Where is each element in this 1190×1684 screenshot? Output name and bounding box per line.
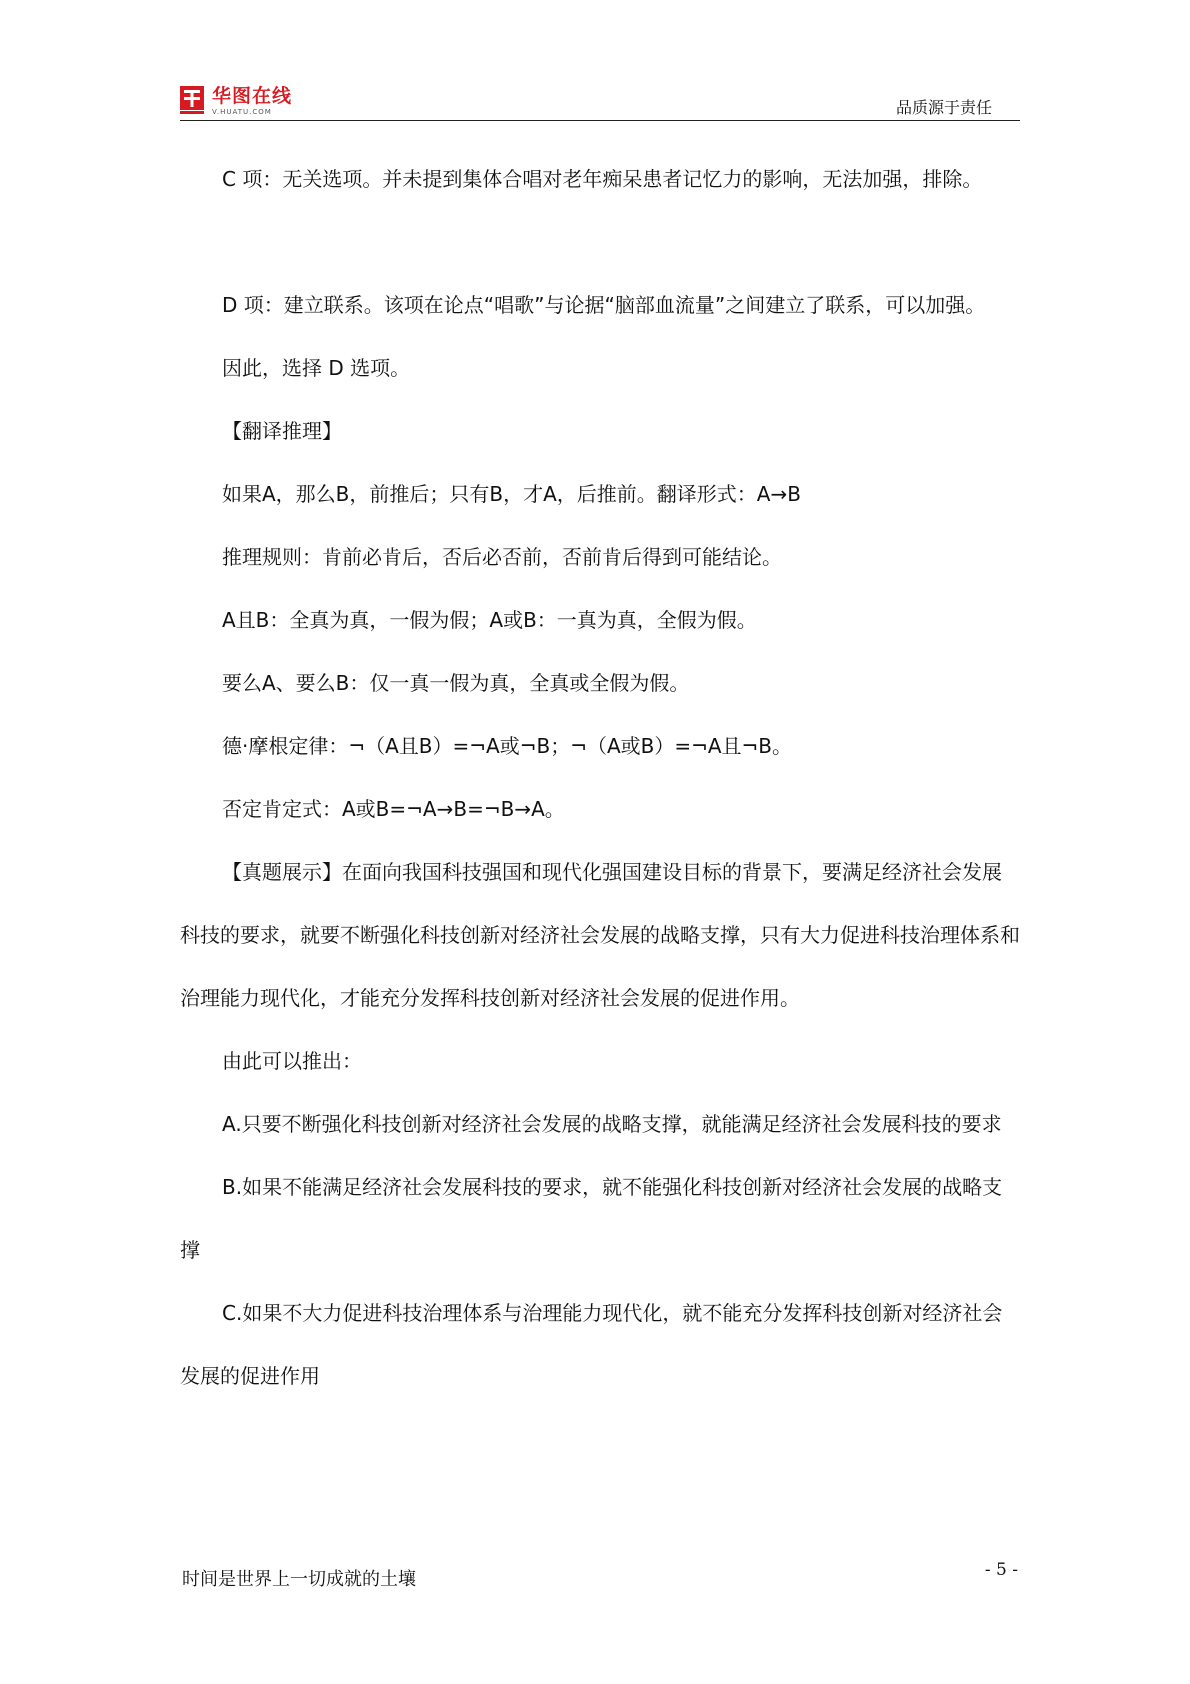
footer-motto: 时间是世界上一切成就的土壤 [182,1569,416,1590]
paragraph-de-morgan: 德·摩根定律：¬（A且B）=¬A或¬B；¬（A或B）=¬A且¬B。 [222,734,793,758]
huatu-logo-icon [180,86,204,116]
paragraph-gap [180,211,1020,274]
paragraph-reasoning-rules: 推理规则：肯前必肯后，否后必否前，否前肯后得到可能结论。 [222,545,782,569]
brand-url: V.HUATU.COM [212,107,272,116]
page-number: - 5 - [984,1560,1018,1580]
option-a: A.只要不断强化科技创新对经济社会发展的战略支撑，就能满足经济社会发展科技的要求 [222,1112,1002,1136]
paragraph-either-or: 要么A、要么B：仅一真一假为真，全真或全假为假。 [222,671,690,695]
option-b: B.如果不能满足经济社会发展科技的要求，就不能强化科技创新对经济社会发展的战略支撑 [180,1175,1003,1262]
paragraph-option-d-analysis: D 项：建立联系。该项在论点“唱歌”与论据“脑部血流量”之间建立了联系，可以加强。 [222,293,986,317]
paragraph-exam-question: 【真题展示】在面向我国科技强国和现代化强国建设目标的背景下，要满足经济社会发展科技的要求，就要不断强化科技创新对经济社会发展的战略支撑，只有大力促进科技治理体系和治理能力现代化，才能充分发挥科技创新对经济社会发展的促进作用。 [180,860,1020,1010]
paragraph-option-c-analysis: C 项：无关选项。并未提到集体合唱对老年痴呆患者记忆力的影响，无法加强，排除。 [222,167,983,191]
option-c: C.如果不大力促进科技治理体系与治理能力现代化，就不能充分发挥科技创新对经济社会发展的促进作用 [180,1301,1003,1388]
huatu-logo [180,84,292,118]
brand-name: 华图在线 [212,84,293,107]
paragraph-answer: 因此，选择 D 选项。 [222,356,411,380]
paragraph-disjunctive-syllogism: 否定肯定式：A或B=¬A→B=¬B→A。 [222,797,565,821]
header-slogan: 品质源于责任 [895,98,992,117]
document-body [180,148,1020,1408]
section-heading-translation-reasoning: 【翻译推理】 [222,419,342,443]
page-header [180,80,1020,121]
paragraph-and-or: A且B：全真为真，一假为假；A或B：一真为真，全假为假。 [222,608,757,632]
paragraph-question-prompt: 由此可以推出： [222,1049,362,1073]
paragraph-rule-if-then: 如果A，那么B，前推后；只有B，才A，后推前。翻译形式：A→B [222,482,801,506]
